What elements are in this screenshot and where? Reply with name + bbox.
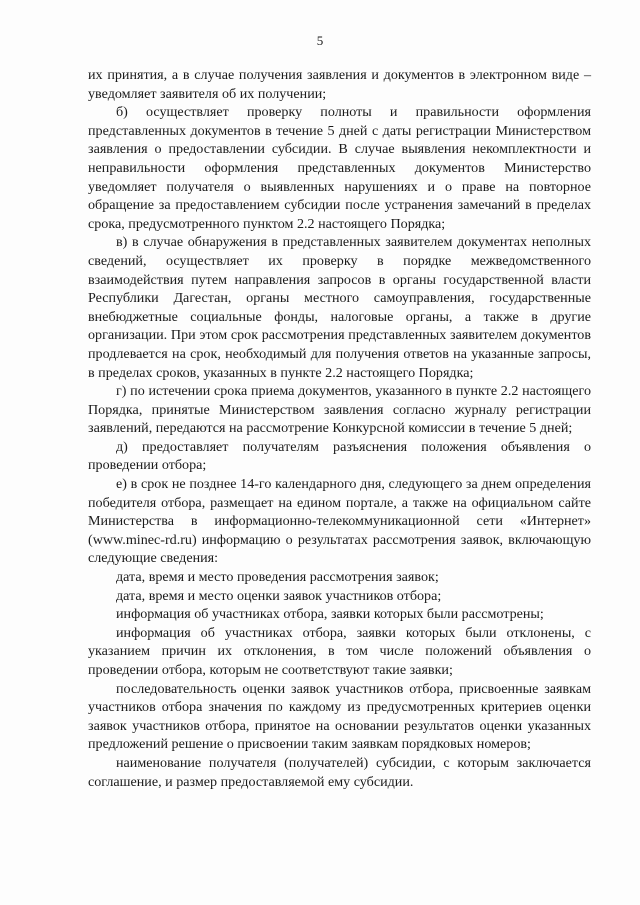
paragraph-item-g: г) по истечении срока приема документов, указанного в пункте 2.2 настоящего Порядка, принятые Министерством заявления согласно журналу регистрации заявлений, передаются на рассмотрение Конкурсной комиссии в течение 5 дней; xyxy=(88,383,591,437)
list-item-reviewed-participants: информация об участниках отбора, заявки которых были рассмотрены; xyxy=(116,606,544,623)
document-body xyxy=(88,66,591,791)
list-item-rejected-participants: информация об участниках отбора, заявки которых были отклонены, с указанием причин их отклонения, в том числе положений объявления о проведении отбора, которым не соответствуют такие заявки; xyxy=(88,624,591,678)
paragraph-item-d: д) предоставляет получателям разъяснения положения объявления о проведении отбора; xyxy=(88,438,591,474)
list-item-evaluation-sequence: последовательность оценки заявок участников отбора, присвоенные заявкам участников отбора значения по каждому из предусмотренных критериев оценки заявок участников отбора, принятое на основании результатов оценки указанных предложений решение о присвоении таким заявкам порядковых номеров; xyxy=(88,680,591,753)
list-item-evaluation-date: дата, время и место оценки заявок участников отбора; xyxy=(116,587,442,604)
page-number: 5 xyxy=(316,33,324,48)
paragraph-continuation: их принятия, а в случае получения заявления и документов в электронном виде – уведомляет заявителя об их получении; xyxy=(88,67,591,102)
paragraph-item-v: в) в случае обнаружения в представленных заявителем документах неполных сведений, осуществляет их проверку в порядке межведомственного взаимодействия путем направления запросов в органы государственной власти Республики Дагестан, органы местного самоуправления, государственные внебюджетные социальные фонды, налоговые органы, а также в другие организации. При этом срок рассмотрения представленных заявителем документов продлевается на срок, необходимый для получения ответов на указанные запросы, в пределах сроков, указанных в пункте 2.2 настоящего Порядка; xyxy=(88,234,591,381)
list-item-recipient-name: наименование получателя (получателей) субсидии, с которым заключается соглашение, и размер предоставляемой ему субсидии. xyxy=(88,754,591,790)
paragraph-item-e: е) в срок не позднее 14-го календарного дня, следующего за днем определения победителя отбора, размещает на едином портале, а также на официальном сайте Министерства в информационно-телекоммуникационной сети «Интернет» (www.minec-rd.ru) информацию о результатах рассмотрения заявок, включающую следующие сведения: xyxy=(88,476,591,567)
list-item-review-date: дата, время и место проведения рассмотрения заявок; xyxy=(116,569,439,586)
paragraph-item-b: б) осуществляет проверку полноты и правильности оформления представленных документов в течение 5 дней с даты регистрации Министерством заявления о предоставлении субсидии. В случае выявления некомплектности и неправильности оформления представленных документов Министерство уведомляет получателя о выявленных нарушениях и о праве на повторное обращение за предоставлением субсидии после устранения замечаний в пределах срока, предусмотренного пунктом 2.2 настоящего Порядка; xyxy=(88,104,591,232)
